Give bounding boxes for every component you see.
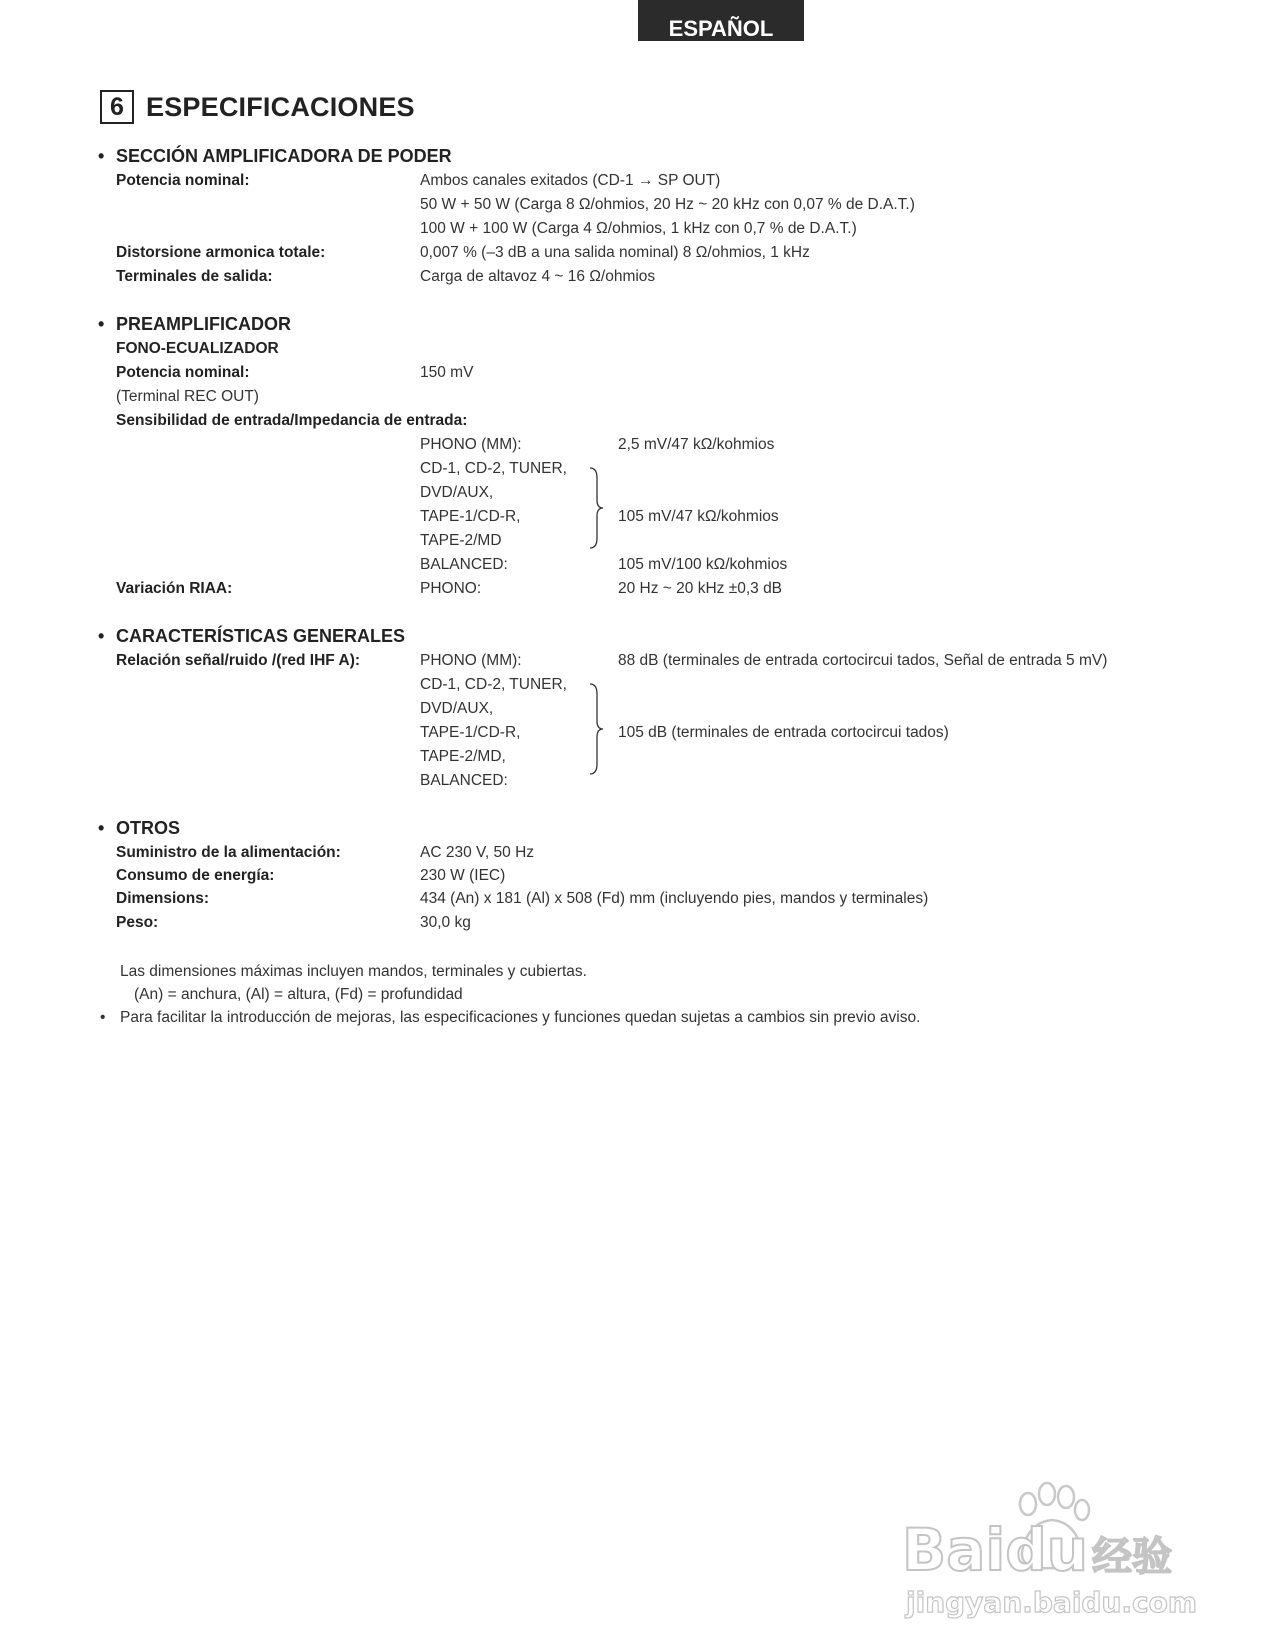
general-snr-label: Relación señal/ruido /(red IHF A): (116, 652, 361, 669)
preamp-riaa-label: Variación RIAA: (116, 580, 233, 597)
amp-thd-value: 0,007 % (–3 dB a una salida nominal) 8 Ω/ohmios, 1 kHz (420, 244, 810, 261)
preamp-rated-value: 150 mV (420, 364, 474, 381)
general-heading: CARACTERÍSTICAS GENERALES (116, 626, 406, 646)
baidu-watermark-logo (900, 1452, 1210, 1622)
general-input-line: TAPE-2/MD, (420, 748, 506, 765)
amp-rated-line3: 100 W + 100 W (Carga 4 Ω/ohmios, 1 kHz con 0,7 % de D.A.T.) (420, 220, 857, 237)
preamp-inputs-value: 105 mV/47 kΩ/kohmios (618, 508, 779, 525)
others-dim-label: Dimensions: (116, 890, 210, 907)
preamp-input-line: TAPE-2/MD (420, 532, 502, 549)
others-consumption-label: Consumo de energía: (116, 867, 275, 884)
others-heading: OTROS (116, 818, 181, 838)
others-weight-value: 30,0 kg (420, 914, 471, 931)
preamp-phono-mm-value: 2,5 mV/47 kΩ/kohmios (618, 436, 775, 453)
page-title (100, 90, 415, 124)
amp-rated-line1: Ambos canales exitados (CD-1 → SP OUT) (420, 172, 721, 189)
amp-out-value: Carga de altavoz 4 ~ 16 Ω/ohmios (420, 268, 656, 285)
general-input-line: TAPE-1/CD-R, (420, 724, 521, 741)
general-phono-mm: PHONO (MM): (420, 652, 522, 669)
preamp-balanced: BALANCED: (420, 556, 508, 573)
others-dim-value: 434 (An) x 181 (Al) x 508 (Fd) mm (incluyendo pies, mandos y terminales) (420, 890, 929, 907)
preamp-input-line: DVD/AUX, (420, 484, 494, 501)
others-consumption-value: 230 W (IEC) (420, 867, 506, 884)
preamp-riaa-input: PHONO: (420, 580, 482, 597)
preamp-sens-label: Sensibilidad de entrada/Impedancia de entrada: (116, 412, 468, 429)
preamp-input-line: TAPE-1/CD-R, (420, 508, 521, 525)
bullet: • (98, 626, 105, 646)
watermark-suffix: 经验 (1092, 1534, 1172, 1580)
general-phono-mm-value: 88 dB (terminales de entrada cortocircui tados, Señal de entrada 5 mV) (618, 652, 1108, 669)
bullet: • (98, 818, 105, 838)
language-tab: ESPAÑOL (638, 0, 804, 41)
preamp-riaa-value: 20 Hz ~ 20 kHz ±0,3 dB (618, 580, 783, 597)
preamp-rec-out-note: (Terminal REC OUT) (116, 388, 259, 405)
amp-out-label: Terminales de salida: (116, 268, 273, 285)
others-power-label: Suministro de la alimentación: (116, 844, 341, 861)
amp-thd-label: Distorsione armonica totale: (116, 244, 326, 261)
preamp-subheading: FONO-ECUALIZADOR (116, 340, 279, 357)
watermark-brand: Baidu (902, 1516, 1089, 1584)
preamp-phono-mm: PHONO (MM): (420, 436, 522, 453)
page-title-text: ESPECIFICACIONES (146, 91, 415, 122)
general-input-line: BALANCED: (420, 772, 508, 789)
general-inputs-value: 105 dB (terminales de entrada cortocircui tados) (618, 724, 949, 741)
bullet: • (100, 1009, 106, 1026)
preamp-balanced-value: 105 mV/100 kΩ/kohmios (618, 556, 788, 573)
general-input-line: DVD/AUX, (420, 700, 494, 717)
note-abbreviations: (An) = anchura, (Al) = altura, (Fd) = profundidad (134, 986, 463, 1003)
note-dimensions: Las dimensiones máximas incluyen mandos, terminales y cubiertas. (120, 963, 587, 980)
note-changes: Para facilitar la introducción de mejoras, las especificaciones y funciones quedan sujetas a cambios sin previo aviso. (120, 1009, 921, 1026)
curly-brace-icon (588, 682, 606, 776)
bullet: • (98, 146, 105, 166)
watermark-url: jingyan.baidu.com (906, 1586, 1198, 1619)
others-power-value: AC 230 V, 50 Hz (420, 844, 535, 861)
preamp-input-line: CD-1, CD-2, TUNER, (420, 460, 567, 477)
amp-rated-line2: 50 W + 50 W (Carga 8 Ω/ohmios, 20 Hz ~ 20 kHz con 0,07 % de D.A.T.) (420, 196, 915, 213)
amp-rated-label: Potencia nominal: (116, 172, 250, 189)
others-weight-label: Peso: (116, 914, 159, 931)
curly-brace-icon (588, 466, 606, 550)
general-input-line: CD-1, CD-2, TUNER, (420, 676, 567, 693)
section-number: 6 (100, 90, 134, 124)
preamp-heading: PREAMPLIFICADOR (116, 314, 291, 334)
amp-heading: SECCIÓN AMPLIFICADORA DE PODER (116, 146, 452, 166)
bullet: • (98, 314, 105, 334)
preamp-rated-label: Potencia nominal: (116, 364, 250, 381)
